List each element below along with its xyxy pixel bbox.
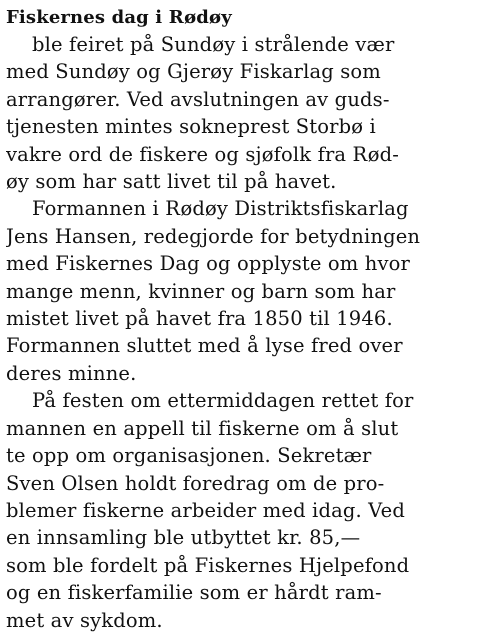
text-line: Sven Olsen holdt foredrag om de pro- [6,471,385,495]
text-line: og en fiskerfamilie som er hårdt ram- [6,581,382,605]
text-line: arrangører. Ved avslutningen av guds- [6,87,390,111]
article-headline: Fiskernes dag i Rødøy [6,7,232,28]
text-line: mistet livet på havet fra 1850 til 1946. [6,307,393,331]
text-line: tjenesten mintes sokneprest Storbø i [6,115,376,139]
newspaper-clipping [6,4,474,634]
paragraph-1 [6,31,474,195]
text-line: ble feiret på Sundøy i strålende vær [32,33,395,56]
text-line: med Fiskernes Dag og opplyste om hvor [6,252,410,276]
paragraph-3 [6,387,474,634]
text-line: som ble fordelt på Fiskernes Hjelpefond [6,553,410,577]
text-line: På festen om ettermiddagen rettet for [32,389,414,413]
text-line: te opp om organisasjonen. Sekretær [6,444,372,468]
paragraph-2 [6,195,474,387]
text-line: Formannen i Rødøy Distriktsfiskarlag [32,197,409,221]
text-line: en innsamling ble utbyttet kr. 85,— [6,526,361,550]
text-line: blemer fiskerne arbeider med idag. Ved [6,498,405,522]
text-line: Formannen sluttet med å lyse fred over [6,334,403,358]
text-line: deres minne. [6,361,137,385]
text-line: med Sundøy og Gjerøy Fiskarlag som [6,60,381,84]
text-line: mannen en appell til fiskerne om å slut [6,416,399,440]
text-line: Jens Hansen, redegjorde for betydningen [6,224,421,248]
text-line: mange menn, kvinner og barn som har [6,279,396,303]
text-line: øy som har satt livet til på havet. [6,170,337,194]
text-line: met av sykdom. [6,608,163,632]
text-line: vakre ord de fiskere og sjøfolk fra Rød- [6,142,400,166]
